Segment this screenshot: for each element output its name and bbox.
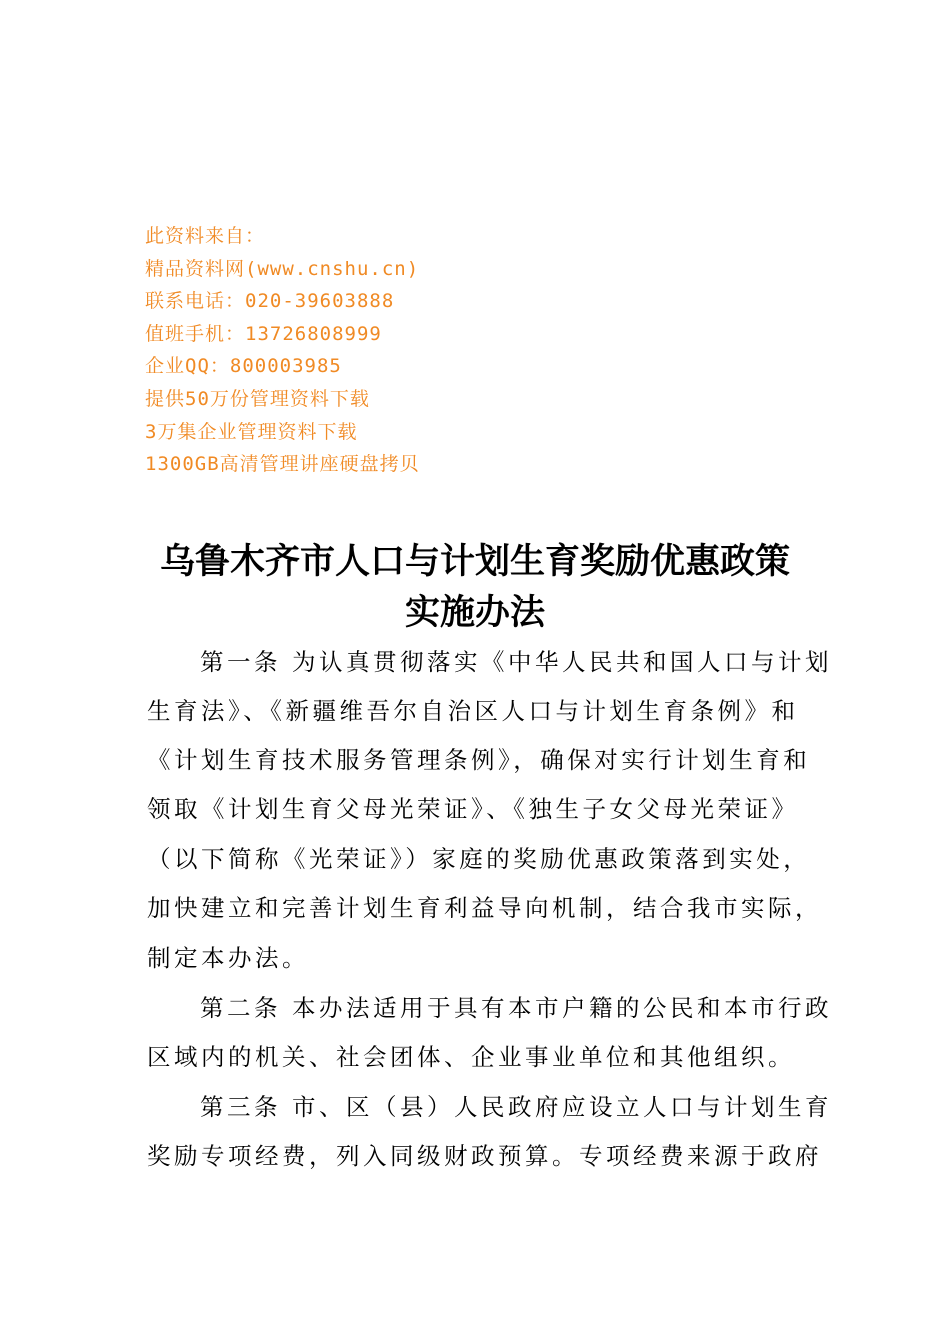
article-2-text: 区域内的机关、社会团体、企业事业单位和其他组织。 — [147, 1043, 795, 1071]
source-offer-text: 3万集企业管理资料下载 — [145, 420, 358, 443]
article-1-text: 第一条 为认真贯彻落实《中华人民共和国人口与计划 — [200, 648, 832, 676]
article-1-text: 加快建立和完善计划生育利益导向机制，结合我市实际， — [147, 894, 822, 922]
source-mobile-text: 值班手机：13726808999 — [145, 322, 382, 345]
document-title: 实施办法 — [404, 592, 545, 633]
article-3-text: 第三条 市、区（县）人民政府应设立人口与计划生育 — [200, 1093, 832, 1121]
article-1-text: 生育法》、《新疆维吾尔自治区人口与计划生育条例》和 — [147, 697, 799, 725]
source-offer-text: 提供50万份管理资料下载 — [145, 387, 370, 410]
source-qq-text: 企业QQ：800003985 — [145, 355, 342, 378]
source-intro-text: 此资料来自： — [145, 225, 266, 247]
article-3-text: 奖励专项经费，列入同级财政预算。专项经费来源于政府 — [147, 1142, 822, 1170]
article-1-text: 《计划生育技术服务管理条例》，确保对实行计划生育和 — [147, 746, 811, 774]
source-website-text: 精品资料网(www.cnshu.cn) — [145, 257, 420, 280]
source-phone-text: 联系电话：020-39603888 — [145, 290, 395, 313]
source-info-block — [145, 220, 645, 481]
article-2-text: 第二条 本办法适用于具有本市户籍的公民和本市行政 — [200, 994, 832, 1022]
article-1-text: 制定本办法。 — [147, 944, 309, 972]
source-offer-text: 1300GB高清管理讲座硬盘拷贝 — [145, 453, 420, 476]
article-1-text: 领取《计划生育父母光荣证》、《独生子女父母光荣证》 — [147, 795, 799, 823]
article-1-text: （以下简称《光荣证》）家庭的奖励优惠政策落到实处， — [147, 845, 811, 873]
document-title: 乌鲁木齐市人口与计划生育奖励优惠政策 — [159, 541, 790, 582]
